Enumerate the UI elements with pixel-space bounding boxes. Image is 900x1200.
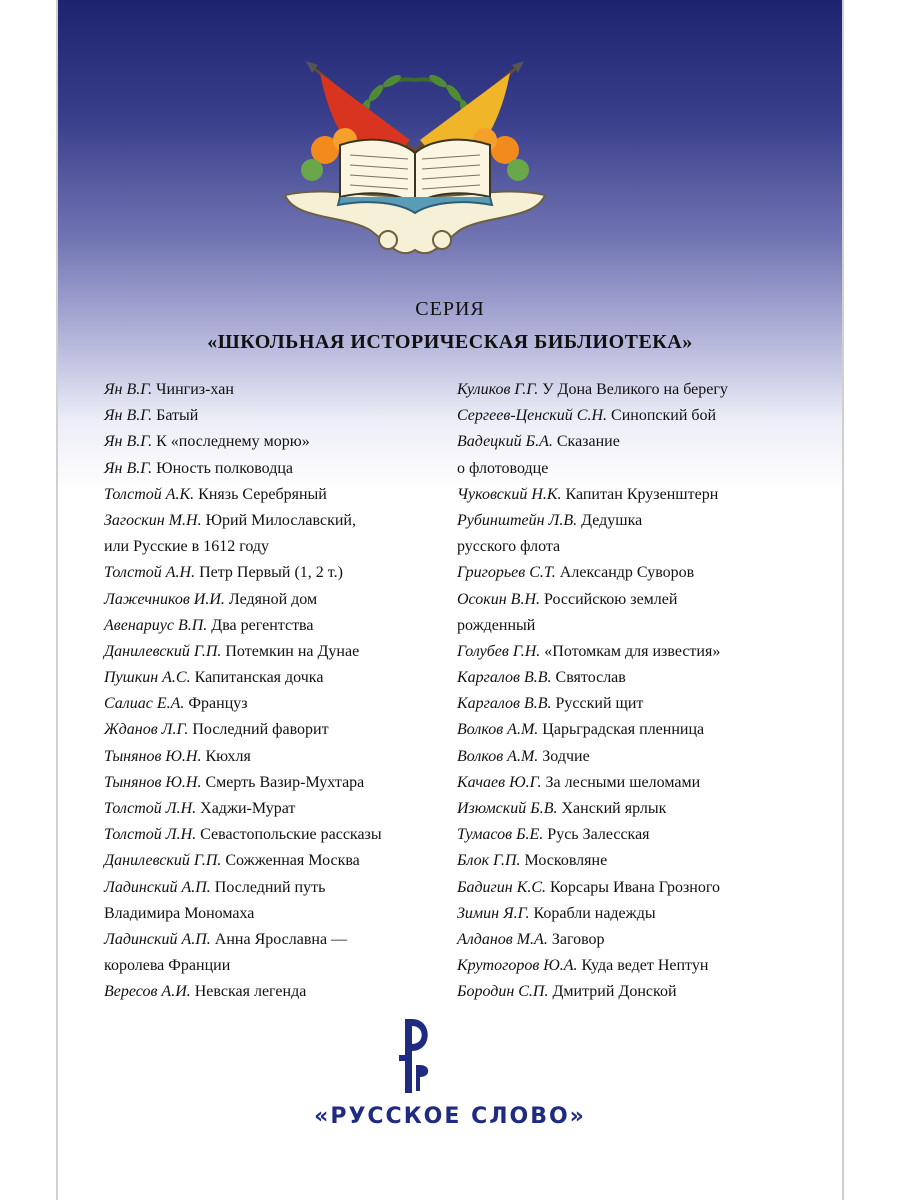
- book-author: Зимин Я.Г.: [457, 904, 530, 922]
- book-entry: [104, 534, 434, 560]
- book-author: Блок Г.П.: [457, 852, 521, 870]
- book-author: Вадецкий Б.А.: [457, 433, 553, 451]
- book-author: Жданов Л.Г.: [104, 721, 189, 739]
- book-entry: [457, 508, 827, 534]
- book-entry: [104, 796, 434, 822]
- book-author: Алданов М.А.: [457, 930, 548, 948]
- book-title: Святослав: [555, 669, 626, 687]
- book-author: Загоскин М.Н.: [104, 511, 202, 529]
- book-entry: [457, 482, 827, 508]
- book-author: Пушкин А.С.: [104, 669, 191, 687]
- book-title: королева Франции: [104, 957, 231, 975]
- book-entry: [104, 587, 434, 613]
- book-entry: [104, 717, 434, 743]
- book-author: Рубинштейн Л.В.: [457, 511, 578, 529]
- book-entry: [457, 979, 827, 1005]
- book-title: Московляне: [524, 852, 608, 870]
- book-entry: [104, 613, 434, 639]
- book-author: Сергеев-Ценский С.Н.: [457, 407, 608, 425]
- book-author: Волков А.М.: [457, 721, 539, 739]
- book-title: Петр Первый (1, 2 т.): [199, 564, 343, 582]
- book-title: Корабли надежды: [533, 904, 656, 922]
- book-list-left: [104, 377, 434, 1006]
- book-entry: [457, 665, 827, 691]
- book-author: Ладинский А.П.: [104, 878, 211, 896]
- book-title: рожденный: [457, 616, 536, 634]
- book-title: Дедушка: [581, 511, 643, 529]
- book-author: Качаев Ю.Г.: [457, 773, 542, 791]
- book-title: Последний путь: [214, 878, 326, 896]
- book-entry: [104, 403, 434, 429]
- book-entry: [457, 822, 827, 848]
- book-title: Смерть Вазир-Мухтара: [205, 773, 365, 791]
- book-author: Голубев Г.Н.: [457, 642, 541, 660]
- series-title: «ШКОЛЬНАЯ ИСТОРИЧЕСКАЯ БИБЛИОТЕКА»: [207, 331, 693, 353]
- book-entry: [104, 979, 434, 1005]
- book-entry: [104, 456, 434, 482]
- book-author: Григорьев С.Т.: [457, 564, 556, 582]
- book-title: Зодчие: [542, 747, 590, 765]
- book-entry: [457, 377, 827, 403]
- publisher-name: «РУССКОЕ СЛОВО»: [314, 1104, 586, 1129]
- book-author: Ян В.Г.: [104, 433, 153, 451]
- book-title: Кюхля: [205, 747, 251, 765]
- book-title: Русь Залесская: [547, 826, 650, 844]
- book-entry: [104, 953, 434, 979]
- book-title: Ханский ярлык: [561, 800, 667, 817]
- book-entry: [457, 953, 827, 979]
- book-author: Данилевский Г.П.: [104, 642, 222, 660]
- book-entry: [457, 927, 827, 953]
- book-author: Волков А.М.: [457, 747, 539, 765]
- book-entry: [104, 901, 434, 927]
- book-entry: [457, 717, 827, 743]
- book-author: Тынянов Ю.Н.: [104, 773, 202, 791]
- book-author: Салиас Е.А.: [104, 695, 185, 713]
- book-entry: [104, 639, 434, 665]
- book-author: Изюмский Б.В.: [457, 800, 558, 817]
- book-title: За лесными шеломами: [545, 773, 701, 791]
- book-entry: [104, 691, 434, 717]
- book-title: Последний фаворит: [192, 721, 329, 739]
- book-entry: [104, 822, 434, 848]
- book-title: Чингиз-хан: [156, 381, 234, 398]
- book-title: Русский щит: [555, 695, 644, 713]
- book-title: Ледяной дом: [228, 590, 318, 608]
- book-list-right: [457, 377, 827, 1006]
- book-entry: [457, 875, 827, 901]
- book-author: Лажечников И.И.: [104, 590, 225, 608]
- book-title: или Русские в 1612 году: [104, 538, 270, 556]
- book-author: Толстой А.Н.: [104, 564, 196, 582]
- book-author: Ладинский А.П.: [104, 930, 211, 948]
- book-title: Владимира Мономаха: [104, 904, 255, 922]
- book-title: Российскою землей: [544, 590, 678, 608]
- book-title: Юрий Милославский,: [205, 511, 356, 529]
- book-title: Потемкин на Дунае: [225, 642, 360, 660]
- book-title: Александр Суворов: [559, 564, 695, 582]
- book-author: Крутогоров Ю.А.: [457, 957, 578, 975]
- book-entry: [104, 429, 434, 455]
- book-title: Севастопольские рассказы: [200, 826, 382, 844]
- book-entry: [457, 901, 827, 927]
- book-title: русского флота: [457, 538, 561, 556]
- book-entry: [457, 403, 827, 429]
- book-author: Осокин В.Н.: [457, 590, 541, 608]
- series-label: СЕРИЯ: [415, 298, 485, 320]
- book-author: Толстой А.К.: [104, 485, 195, 503]
- book-title: Сожженная Москва: [225, 852, 360, 870]
- book-title: Князь Серебряный: [198, 485, 327, 503]
- book-author: Тынянов Ю.Н.: [104, 747, 202, 765]
- book-entry: [104, 508, 434, 534]
- book-title: У Дона Великого на берегу: [542, 381, 728, 398]
- book-entry: [457, 587, 827, 613]
- book-title: Синопский бой: [611, 407, 717, 425]
- book-entry: [104, 744, 434, 770]
- book-title: Царьградская пленница: [542, 721, 705, 739]
- book-author: Бородин С.П.: [457, 983, 549, 1001]
- book-author: Ян В.Г.: [104, 459, 153, 477]
- book-entry: [104, 482, 434, 508]
- book-entry: [457, 691, 827, 717]
- book-entry: [104, 770, 434, 796]
- book-entry: [457, 796, 827, 822]
- book-entry: [457, 744, 827, 770]
- book-author: Чуковский Н.К.: [457, 485, 562, 503]
- book-title: «Потомкам для известия»: [544, 642, 721, 660]
- book-entry: [457, 534, 827, 560]
- book-author: Толстой Л.Н.: [104, 800, 197, 817]
- book-entry: [457, 456, 827, 482]
- book-author: Куликов Г.Г.: [457, 381, 539, 398]
- book-entry: [104, 875, 434, 901]
- book-title: Невская легенда: [194, 983, 307, 1001]
- book-entry: [104, 665, 434, 691]
- book-author: Бадигин К.С.: [457, 878, 547, 896]
- book-title: Юность полководца: [156, 459, 294, 477]
- book-title: Сказание: [556, 433, 620, 451]
- book-title: Два регентства: [211, 616, 314, 634]
- book-entry: [457, 639, 827, 665]
- book-author: Авенариус В.П.: [104, 616, 208, 634]
- book-entry: [457, 848, 827, 874]
- book-title: Капитан Крузенштерн: [565, 485, 719, 503]
- open-book-emblem-icon: [270, 45, 560, 275]
- book-title: К «последнему морю»: [156, 433, 310, 451]
- book-entry: [104, 848, 434, 874]
- book-author: Каргалов В.В.: [457, 669, 552, 687]
- book-entry: [457, 770, 827, 796]
- book-title: Заговор: [551, 930, 605, 948]
- book-title: Анна Ярославна —: [214, 930, 348, 948]
- book-title: Куда ведет Нептун: [581, 957, 709, 975]
- book-title: Корсары Ивана Грозного: [550, 878, 720, 896]
- book-entry: [104, 927, 434, 953]
- book-author: Толстой Л.Н.: [104, 826, 197, 844]
- book-author: Тумасов Б.Е.: [457, 826, 544, 844]
- book-entry: [104, 377, 434, 403]
- book-entry: [457, 613, 827, 639]
- book-title: Батый: [156, 407, 199, 425]
- book-author: Данилевский Г.П.: [104, 852, 222, 870]
- book-author: Каргалов В.В.: [457, 695, 552, 713]
- book-author: Ян В.Г.: [104, 407, 153, 425]
- book-title: Француз: [188, 695, 248, 713]
- book-author: Вересов А.И.: [104, 983, 191, 1001]
- book-title: о флотоводце: [457, 459, 549, 477]
- book-entry: [457, 560, 827, 586]
- book-title: Капитанская дочка: [194, 669, 324, 687]
- book-title: Хаджи-Мурат: [200, 800, 296, 817]
- book-entry: [457, 429, 827, 455]
- book-title: Дмитрий Донской: [552, 983, 677, 1001]
- publisher-r-logo-icon: [395, 1015, 435, 1097]
- book-author: Ян В.Г.: [104, 381, 153, 398]
- book-entry: [104, 560, 434, 586]
